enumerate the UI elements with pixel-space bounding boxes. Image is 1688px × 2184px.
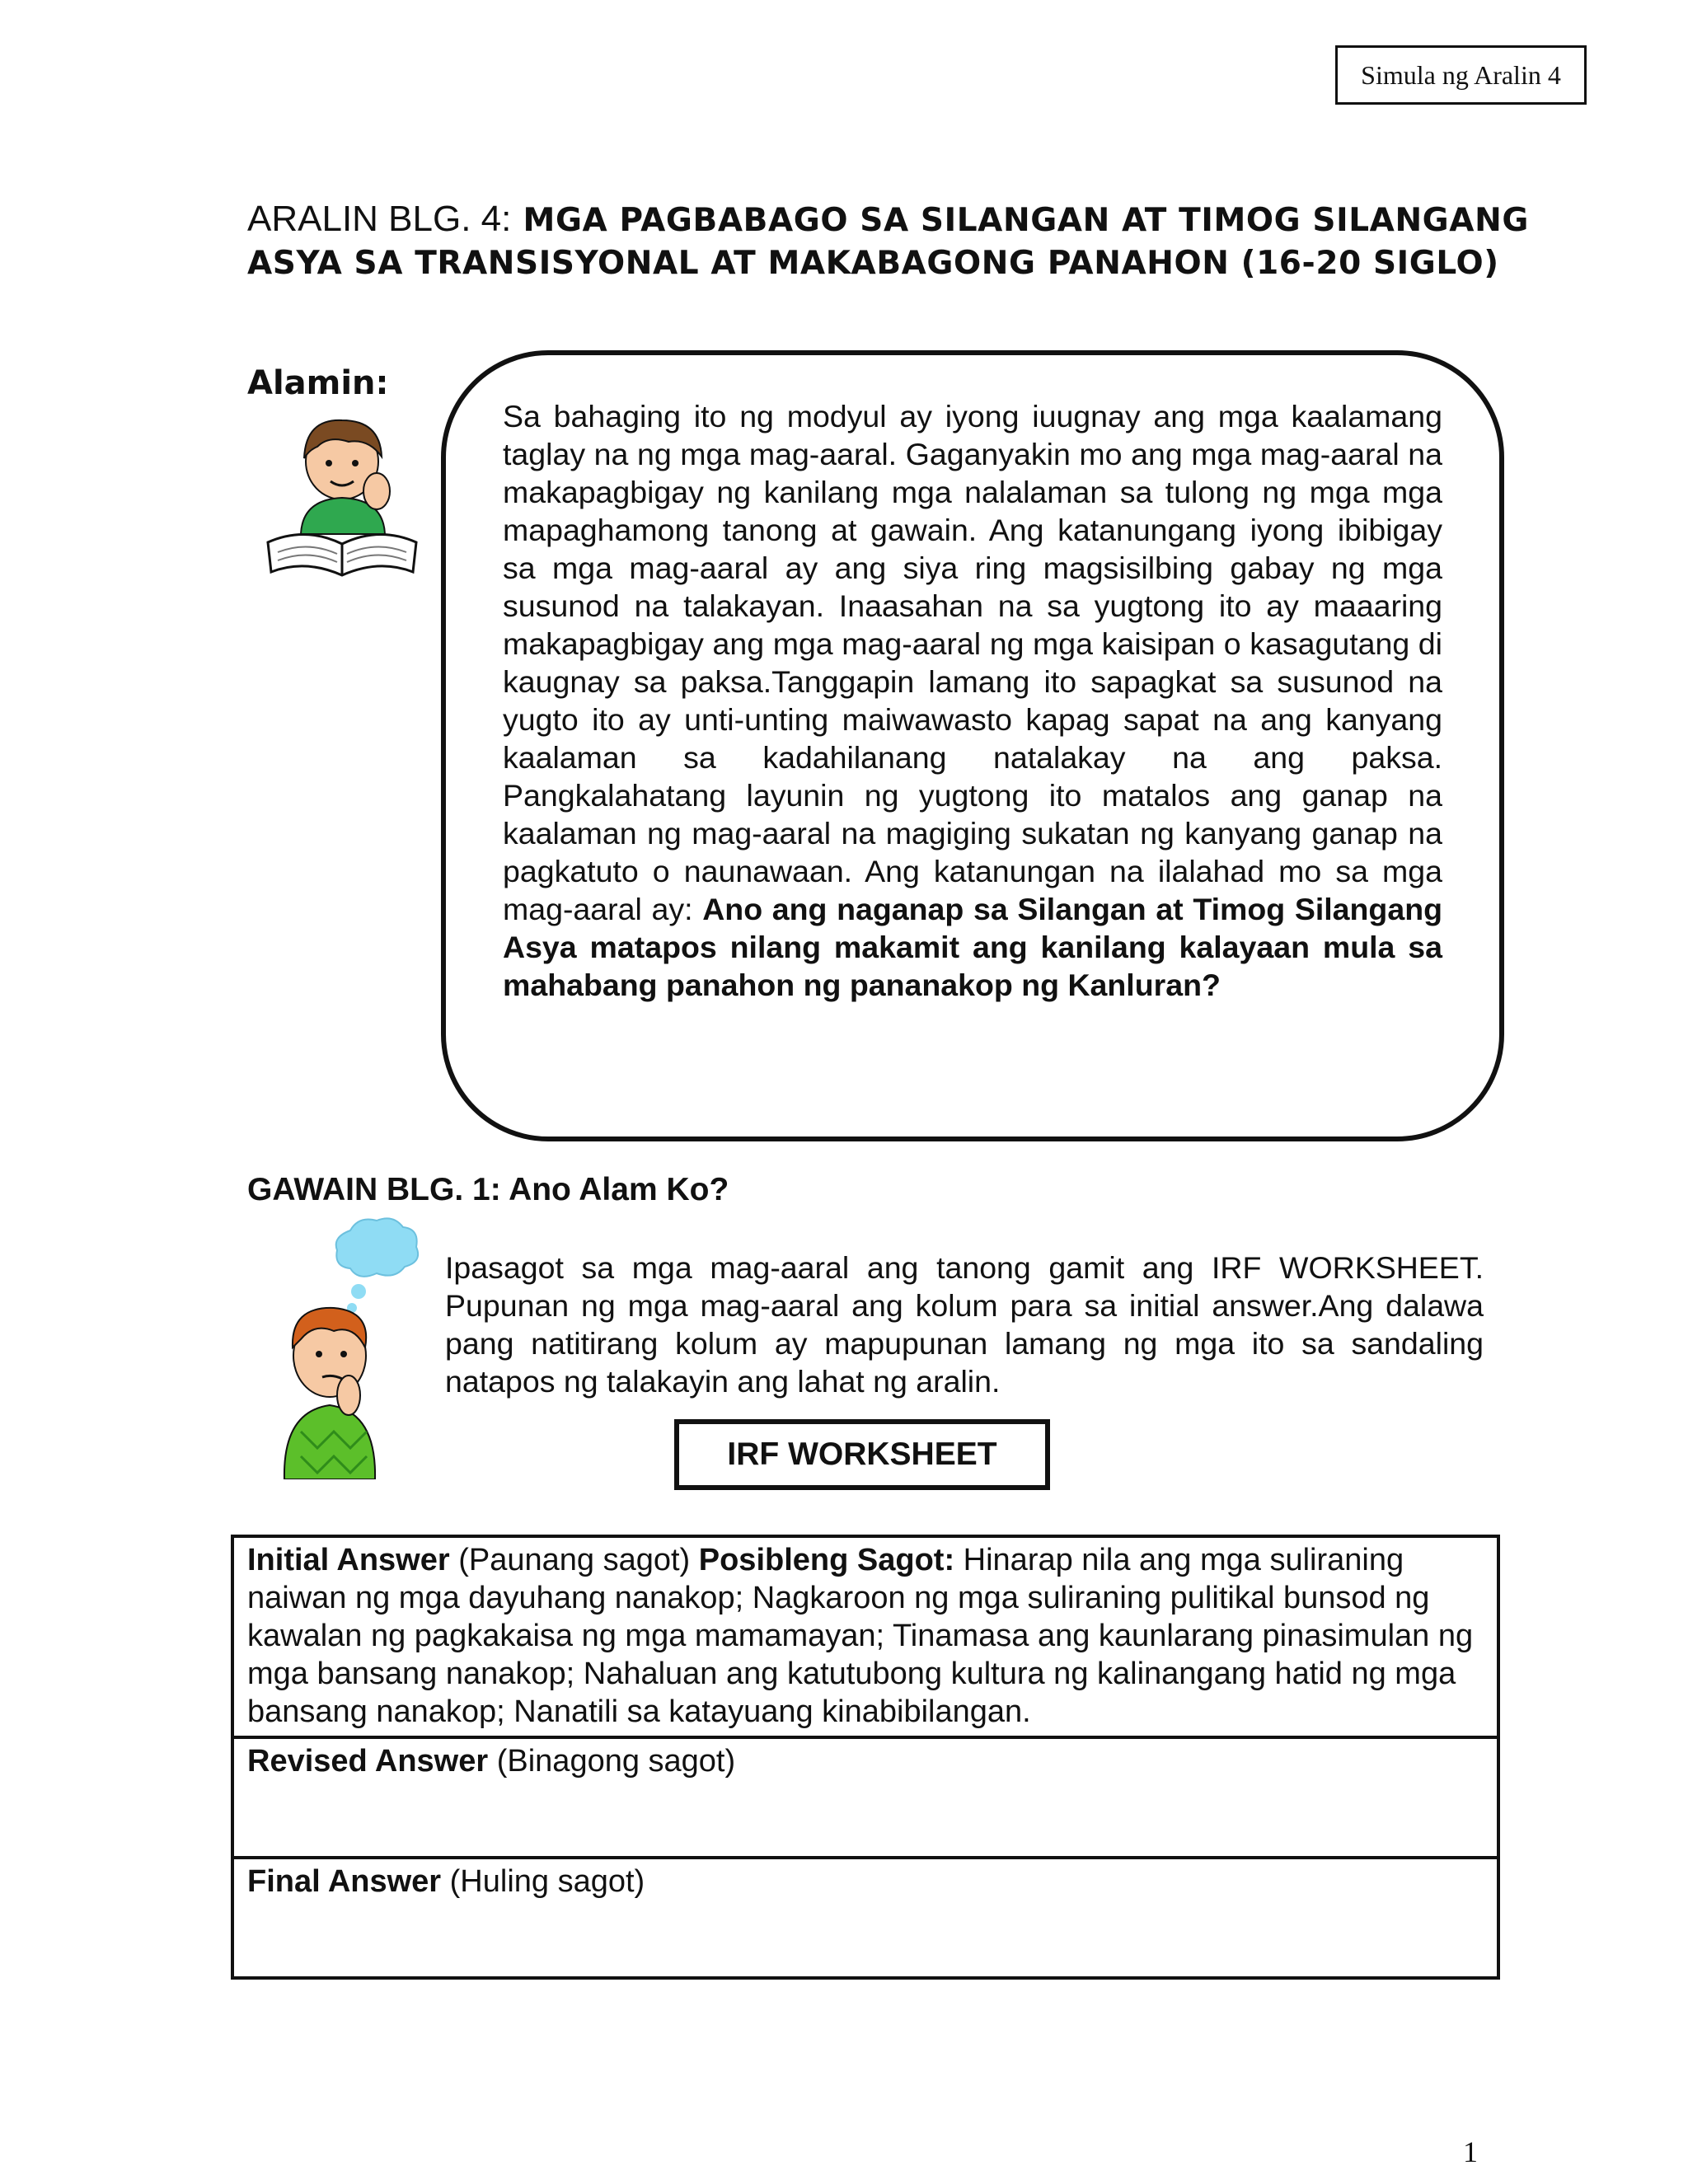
irf-cell-revised <box>232 1737 1498 1858</box>
alamin-guiding-question: Ano ang naganap sa Silangan at Timog Silangang Asya matapos nilang makamit ang kanilang kalayaan mula sa mahabang panahon ng pananakop ng Kanluran? <box>503 892 1443 1002</box>
alamin-body-text: Sa bahaging ito ng modyul ay iyong iuugnay ang mga kaalamang taglay na ng mga mag-aaral. Gaganyakin mo ang mga mag-aaral na makapagbigay ng kanilang mga nalalaman sa tulong ng mga mga mapaghamong tanong at gawain. Ang katanungang iyong ibibigay sa mga mag-aaral ay ang siya ring magsisilbing gabay ng mga susunod na talakayan. Inaasahan na sa yugtong ito ay maaaring makapagbigay ang mga mag-aaral ng mga kaisipan o kasagutang di kaugnay sa paksa.Tanggapin lamang ito sapagkat sa susunod na yugto ito ay unti-unting maiwawasto kapag sapat na ang kanyang kaalaman sa kadahilanang natalakay na ang paksa. Pangkalahatang layunin ng yugtong ito matalos ang ganap na kaalaman ng mag-aaral na magiging sukatan ng kanyang ganap na pagkatuto o naunawaan. Ang katanungan na ilalahad mo sa mga mag-aaral ay: <box>503 399 1442 926</box>
initial-answer-label: Initial Answer <box>247 1543 450 1577</box>
irf-worksheet-heading-box <box>674 1419 1050 1490</box>
boy-thinking-icon <box>268 1216 433 1479</box>
irf-row-initial <box>232 1536 1498 1737</box>
gawain-title: GAWAIN BLG. 1: Ano Alam Ko? <box>247 1172 729 1207</box>
possible-answer-label: Posibleng Sagot: <box>698 1543 955 1577</box>
irf-cell-final <box>232 1858 1498 1978</box>
revised-answer-sub: (Binagong sagot) <box>488 1744 736 1779</box>
irf-row-final <box>232 1858 1498 1978</box>
lesson-marker-box <box>1335 45 1587 105</box>
boy-reading-book-icon <box>260 410 424 592</box>
lesson-title <box>247 198 1533 285</box>
lesson-title-rest: MGA PAGBABAGO SA SILANGAN AT TIMOG SILANGANG ASYA SA TRANSISYONAL AT MAKABAGONG PANAHON (16-20 SIGLO) <box>247 202 1529 282</box>
irf-row-revised <box>232 1737 1498 1858</box>
alamin-label: Alamin: <box>247 364 389 402</box>
irf-worksheet-heading: IRF WORKSHEET <box>727 1436 997 1472</box>
lesson-title-lead: ARALIN BLG. 4: <box>247 199 512 239</box>
final-answer-sub: (Huling sagot) <box>441 1864 645 1899</box>
gawain-paragraph: Ipasagot sa mga mag-aaral ang tanong gamit ang IRF WORKSHEET. Pupunan ng mga mag-aaral ang kolum para sa initial answer.Ang dalawa pang natitirang kolum ay mapupunan lamang ng mga ito sa sandaling natapos ng talakayin ang lahat ng aralin. <box>445 1250 1484 1399</box>
lesson-marker-text: Simula ng Aralin 4 <box>1361 59 1561 90</box>
irf-cell-initial <box>232 1536 1498 1737</box>
alamin-paragraph <box>503 397 1442 1004</box>
possible-answer-text: Hinarap nila ang mga suliraning naiwan ng mga dayuhang nanakop; Nagkaroon ng mga suliraning pulitikal bunsod ng kawalan ng pagkakaisa ng mga mamamayan; Tinamasa ang kaunlarang pinasimulan ng mga bansang nanakop; Nahaluan ang katutubong kultura ng kalinangang hatid ng mga bansang nanakop; Nanatili sa katayuang kinabibilangan. <box>247 1543 1474 1729</box>
final-answer-label: Final Answer <box>247 1864 442 1899</box>
initial-answer-sub: (Paunang sagot) <box>449 1543 699 1577</box>
irf-worksheet-table <box>231 1535 1500 1980</box>
page-number: 1 <box>1463 2135 1478 2168</box>
revised-answer-label: Revised Answer <box>247 1744 489 1779</box>
